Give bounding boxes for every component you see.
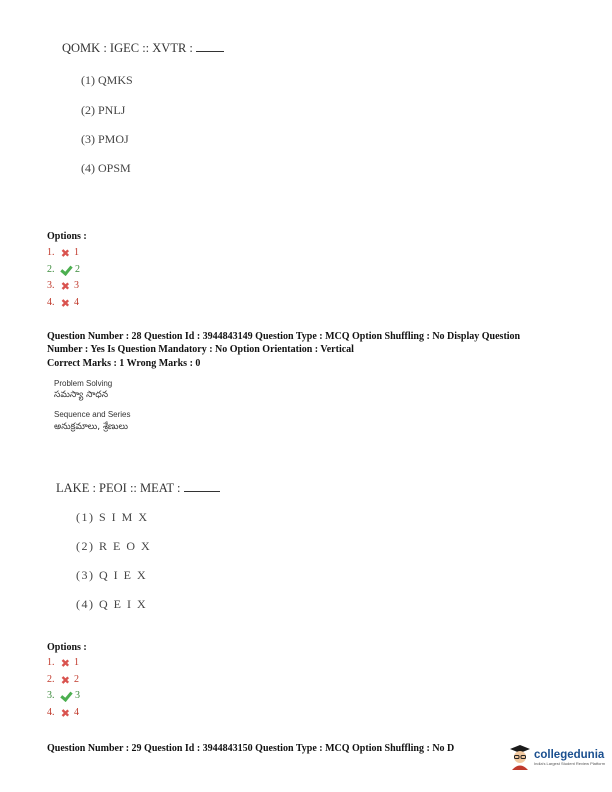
choice-3: (3) PMOJ (81, 132, 129, 146)
check-icon (60, 691, 71, 701)
cross-icon (61, 709, 69, 717)
student-mascot-icon (509, 744, 531, 770)
option-number: 1. (47, 247, 55, 258)
options-heading: Options : (47, 642, 87, 653)
subtopic-label: Sequence and Series (54, 410, 131, 419)
option-row (47, 655, 80, 672)
option-row (47, 262, 80, 279)
choice-4: (4) Q E I X (76, 597, 148, 611)
option-row (47, 688, 80, 705)
topic-label-telugu: సమస్యా సాధన (54, 390, 109, 400)
question-meta-line: Question Number : 28 Question Id : 3944843149 Question Type : MCQ Option Shuffling : No Display Question (47, 331, 521, 342)
subtopic-label-telugu: అనుక్రమాలు, శ్రేణులు (54, 422, 128, 432)
option-value: 1 (74, 247, 79, 258)
cross-icon (61, 249, 69, 257)
choice-3: (3) Q I E X (76, 568, 148, 582)
option-number: 4. (47, 706, 55, 718)
option-row (47, 295, 80, 312)
option-number: 2. (47, 263, 55, 275)
option-value: 2 (74, 673, 79, 685)
answer-blank (196, 41, 224, 52)
option-number: 3. (47, 690, 55, 701)
options-heading: Options : (47, 231, 87, 242)
choice-2: (2) R E O X (76, 539, 152, 553)
marks-line: Correct Marks : 1 Wrong Marks : 0 (47, 358, 201, 369)
option-value: 4 (74, 296, 79, 308)
option-value: 3 (75, 690, 80, 701)
question-meta-line: Number : Yes Is Question Mandatory : No Option Orientation : Vertical (47, 344, 354, 355)
options-list (47, 655, 80, 721)
choice-4: (4) OPSM (81, 161, 131, 175)
option-number: 1. (47, 657, 55, 668)
option-value: 2 (75, 263, 80, 275)
answer-blank (184, 481, 220, 492)
logo-wordmark: collegedunia (534, 748, 605, 761)
option-row (47, 278, 80, 295)
cross-icon (61, 282, 69, 290)
logo-tagline: India's Largest Student Review Platform (534, 760, 606, 766)
choice-1: (1) S I M X (76, 510, 149, 524)
option-row (47, 245, 80, 262)
options-list (47, 245, 80, 311)
question-text: QOMK : IGEC :: XVTR : (62, 41, 224, 56)
choice-2: (2) PNLJ (81, 103, 126, 117)
question-text: LAKE : PEOI :: MEAT : (56, 481, 220, 496)
option-row (47, 672, 80, 689)
option-number: 3. (47, 280, 55, 291)
cross-icon (61, 659, 69, 667)
check-icon (60, 265, 71, 275)
collegedunia-logo (509, 744, 609, 770)
option-value: 3 (74, 280, 79, 291)
question-meta-line: Question Number : 29 Question Id : 3944843150 Question Type : MCQ Option Shuffling : No D (47, 743, 455, 754)
option-row (47, 705, 80, 722)
cross-icon (61, 676, 69, 684)
option-value: 4 (74, 706, 79, 718)
option-value: 1 (74, 657, 79, 668)
topic-label: Problem Solving (54, 379, 113, 388)
option-number: 2. (47, 673, 55, 685)
option-number: 4. (47, 296, 55, 308)
cross-icon (61, 299, 69, 307)
choice-1: (1) QMKS (81, 73, 133, 87)
